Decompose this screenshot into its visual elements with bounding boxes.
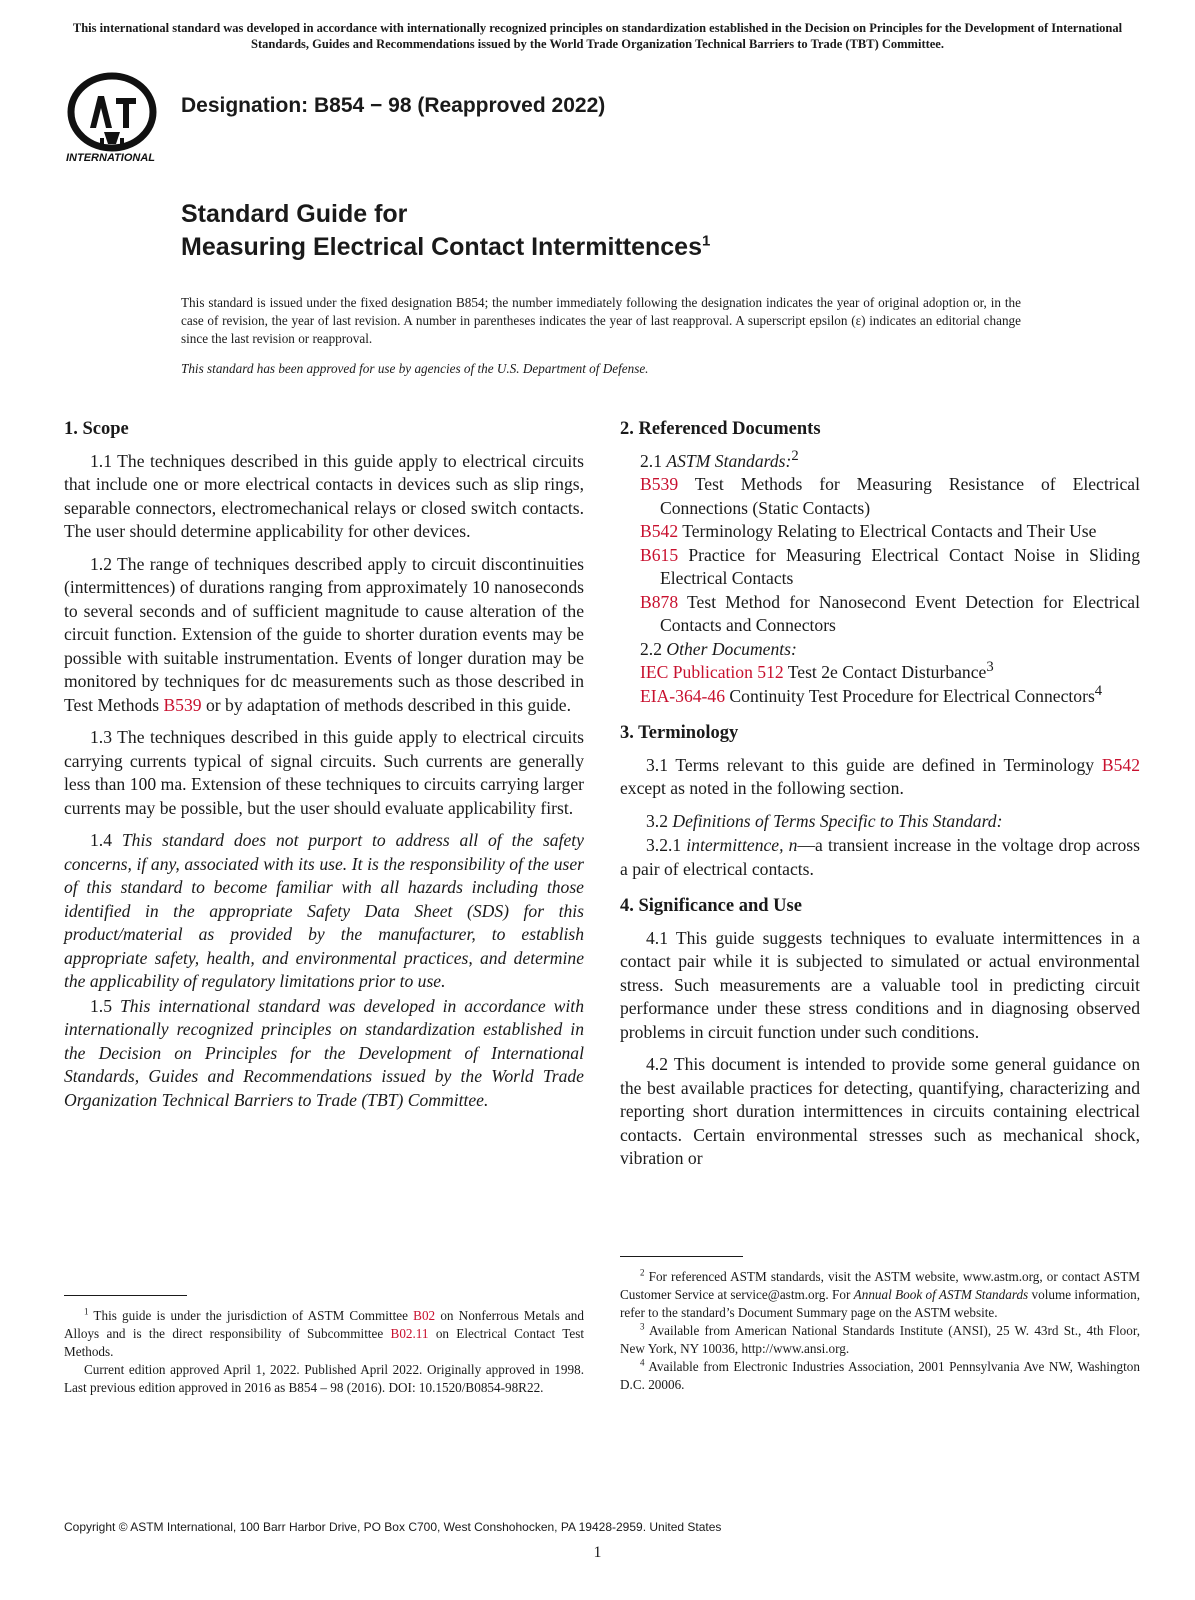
section-3-2: 3.2 Definitions of Terms Specific to This Standard:	[646, 810, 1003, 831]
section-2-2: 2.2 Other Documents:	[640, 638, 797, 659]
astm-logo	[64, 72, 168, 164]
dod-approval: This standard has been approved for use by agencies of the U.S. Department of Defense.	[181, 361, 649, 376]
title-line-2: Measuring Electrical Contact Intermittences$^1$	[181, 232, 711, 261]
link-b615[interactable]: B615	[640, 544, 679, 565]
ref-iec-512: IEC Publication 512 Test 2e Contact Disturbance$^3$	[640, 659, 994, 682]
link-iec-512[interactable]: IEC Publication 512	[640, 662, 784, 682]
title-footnote-mark: 1	[701, 232, 711, 250]
link-b542[interactable]: B542	[640, 521, 679, 541]
ref-item-b878: B878 Test Method for Nanosecond Event Detection for Electrical Contacts and Connectors	[640, 591, 1140, 635]
ref-item-b542: B542 Terminology Relating to Electrical Contacts and Their Use	[640, 521, 1097, 541]
right-column	[620, 418, 1140, 1180]
link-b539[interactable]: B539	[640, 474, 679, 494]
footnote-rule-left	[64, 1295, 187, 1296]
link-eia-364-46[interactable]: EIA-364-46	[640, 685, 726, 706]
link-b542-terminology[interactable]: B542	[1101, 754, 1140, 775]
footnote-1: $^1$ This guide is under the jurisdiction of ASTM Committee B02 on Nonferrous Metals and Alloys and is the direct responsibility of Subcommittee B02.11 on Electrical Contact Test Methods. Current edition approved April 1, 2022. Published April 2022. Originally approved in 1998. Last previous edition approved in 2016 as B854 – 98 (2016). DOI: 10.1520/B0854-98R22.	[64, 1306, 584, 1395]
section-1-3: 1.3 The techniques described in this guide apply to electrical circuits carrying currents typical of signal circuits. Such currents are generally less than 100 ma. Extension of these techniques to circuits carrying larger currents may be possible, but the user should evaluate applicability first.	[64, 727, 584, 818]
footnote-2: $^2$ For referenced ASTM standards, visit the ASTM website, www.astm.org, or contact ASTM Customer Service at service@astm.org. For Annual Book of ASTM Standards volume information, refer to the standard’s Document Summary page on the ASTM website.	[620, 1267, 1140, 1320]
left-column	[64, 418, 584, 1121]
ref-item-b615: B615 Practice for Measuring Electrical Contact Noise in Sliding Electrical Contacts	[640, 544, 1140, 588]
footnote-rule-right	[620, 1256, 743, 1257]
wto-notice: This international standard was developed in accordance with internationally recognized principles on standardization established in the Decision on Principles for the Development of International Standards, Guides and Recommendations issued by the World Trade Organization Technical Barriers to Trade (TBT) Committee.	[72, 21, 1123, 51]
section-3-1: 3.1 Terms relevant to this guide are defined in Terminology B542 except as noted in the following section.	[620, 754, 1140, 798]
title-line-1: Standard Guide for	[181, 200, 408, 228]
section-3-2-1: 3.2.1 intermittence, n—a transient increase in the voltage drop across a pair of electrical contacts.	[620, 835, 1140, 879]
scope-heading: 1. Scope	[64, 419, 129, 439]
astm-logo-icon	[64, 72, 168, 164]
section-1-4: 1.4 This standard does not purport to address all of the safety concerns, if any, associated with its use. It is the responsibility of the user of this standard to become familiar with all hazards including those identified in the appropriate Safety Data Sheet (SDS) for this product/material as provided by the manufacturer, to establish appropriate safety, health, and environmental practices, and determine the applicability of regulatory limitations prior to use.	[64, 830, 584, 991]
link-b02[interactable]: B02	[413, 1308, 436, 1323]
document-title	[181, 198, 710, 264]
ref-item-b539: B539 Test Methods for Measuring Resistance of Electrical Connections (Static Contacts)	[640, 474, 1140, 518]
section-2-1: 2.1 ASTM Standards:$^2$	[640, 447, 799, 471]
footnote-3: $^3$ Available from American National Standards Institute (ANSI), 25 W. 43rd St., 4th Floor, New York, NY 10036, http://www.ansi.org.	[620, 1321, 1140, 1356]
section-4-2: 4.2 This document is intended to provide some general guidance on the best available practices for detecting, quantifying, characterizing and reporting short duration intermittences in circuits containing electrical contacts. Certain environmental stresses such as mechanical shock, vibration or	[620, 1054, 1140, 1168]
astm-ref-list	[620, 473, 1140, 638]
section-1-1: 1.1 The techniques described in this guide apply to electrical circuits that include one or more electrical contacts in devices such as slip rings, separable connectors, electromechanical relays or closed switch contacts. The user should determine applicability for other devices.	[64, 450, 584, 541]
footnotes-right	[620, 1268, 1140, 1394]
link-b878[interactable]: B878	[640, 591, 679, 612]
ref-eia-364-46: EIA-364-46 Continuity Test Procedure for Electrical Connectors$^4$	[640, 682, 1103, 706]
footnote-4: $^4$ Available from Electronic Industries Association, 2001 Pennsylvania Ave NW, Washington D.C. 20006.	[620, 1357, 1140, 1392]
significance-heading: 4. Significance and Use	[620, 896, 802, 916]
refdocs-heading: 2. Referenced Documents	[620, 419, 821, 439]
section-1-2: 1.2 The range of techniques described apply to circuit discontinuities (intermittences) of durations ranging from approximately 10 nanoseconds to several seconds and of sufficient magnitude to cause alteration of the circuit function. Extension of the guide to shorter duration events may be possible with suitable instrumentation. Events of longer duration may be monitored by techniques for dc measurements such as those described in Test Methods B539 or by adaptation of methods described in this guide.	[64, 553, 584, 715]
designation: Designation: B854 − 98 (Reapproved 2022)	[181, 94, 606, 117]
section-4-1: 4.1 This guide suggests techniques to evaluate intermittences in a contact pair while it is subjected to simulated or actual environmental stress. Such measurements are a valuable tool in predicting circuit performance under these stress conditions and in diagnosing observed problems in circuit function under such conditions.	[620, 927, 1140, 1042]
link-b539[interactable]: B539	[163, 694, 202, 715]
page-number: 1	[593, 1544, 602, 1561]
section-1-5: 1.5 This international standard was developed in accordance with internationally recognized principles on standardization established in the Decision on Principles for the Development of International Standards, Guides and Recommendations issued by the World Trade Organization Technical Barriers to Trade (TBT) Committee.	[64, 995, 584, 1110]
designation-notice: This standard is issued under the fixed designation B854; the number immediately following the designation indicates the year of original adoption or, in the case of revision, the year of last revision. A number in parentheses indicates the year of last reapproval. A superscript epsilon (ε) indicates an editorial change since the last revision or reapproval.	[181, 295, 1021, 346]
link-b02-11[interactable]: B02.11	[390, 1326, 429, 1341]
terminology-heading: 3. Terminology	[620, 723, 739, 743]
copyright: Copyright © ASTM International, 100 Barr Harbor Drive, PO Box C700, West Conshohocken, PA 19428-2959. United States	[64, 1520, 722, 1534]
svg-text:INTERNATIONAL: INTERNATIONAL	[66, 152, 156, 164]
